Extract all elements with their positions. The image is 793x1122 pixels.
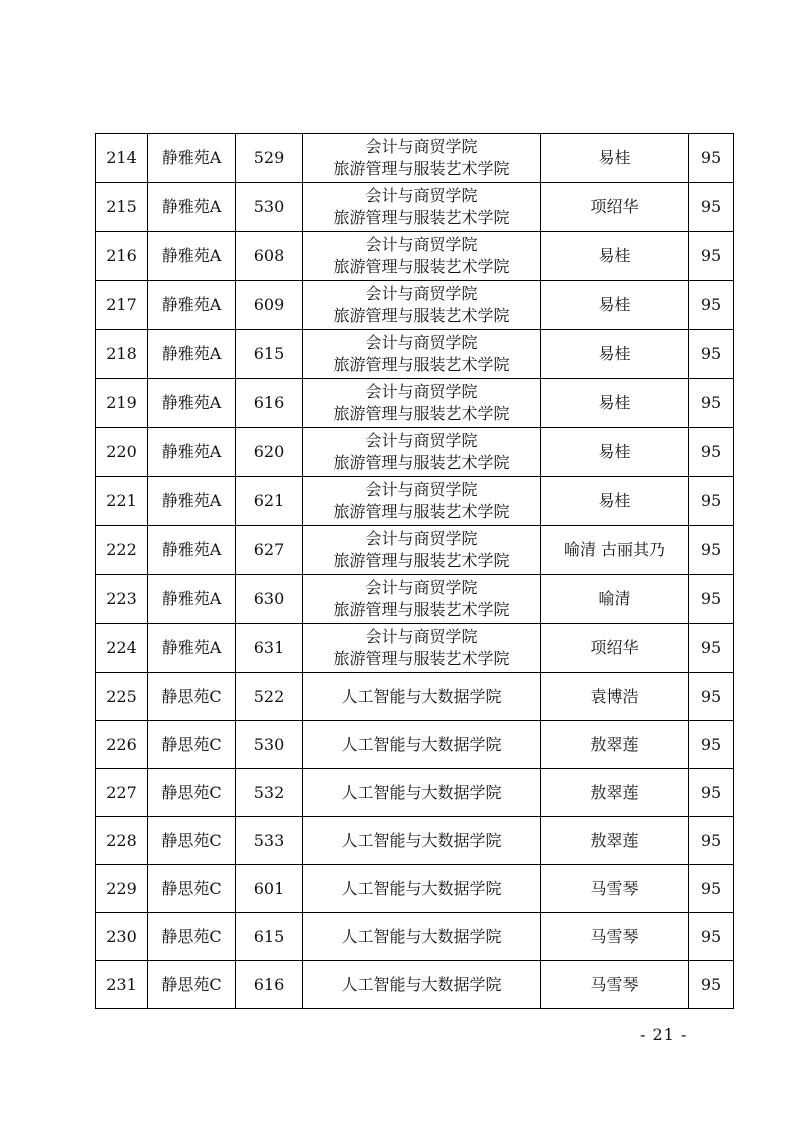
college-name: 旅游管理与服装艺术学院 [333, 600, 510, 619]
score-cell: 95 [689, 913, 734, 961]
room-cell: 616 [236, 379, 303, 428]
row-number-cell: 220 [96, 428, 148, 477]
building-cell: 静思苑C [148, 865, 236, 913]
row-number-cell: 224 [96, 624, 148, 673]
college-name: 旅游管理与服装艺术学院 [333, 551, 510, 570]
score-cell: 95 [689, 134, 734, 183]
college-cell [303, 913, 541, 961]
table-row [96, 134, 734, 183]
teacher-cell: 敖翠莲 [541, 721, 689, 769]
row-number-cell: 221 [96, 477, 148, 526]
table-row [96, 281, 734, 330]
row-number-cell: 215 [96, 183, 148, 232]
college-name: 旅游管理与服装艺术学院 [333, 257, 510, 276]
building-cell: 静思苑C [148, 721, 236, 769]
room-cell: 627 [236, 526, 303, 575]
college-name: 会计与商贸学院 [365, 382, 478, 401]
teacher-cell: 易桂 [541, 232, 689, 281]
college-name: 会计与商贸学院 [365, 137, 478, 156]
college-name: 旅游管理与服装艺术学院 [333, 355, 510, 374]
teacher-cell: 马雪琴 [541, 961, 689, 1009]
college-cell [303, 134, 541, 183]
score-cell: 95 [689, 575, 734, 624]
table-row [96, 673, 734, 721]
table-row [96, 183, 734, 232]
table-body [96, 134, 734, 1009]
page-number: - 21 - [640, 1025, 688, 1044]
teacher-cell: 易桂 [541, 428, 689, 477]
building-cell: 静思苑C [148, 961, 236, 1009]
dormitory-score-table-wrapper [95, 133, 733, 1009]
table-row [96, 913, 734, 961]
college-cell [303, 865, 541, 913]
college-cell [303, 281, 541, 330]
row-number-cell: 223 [96, 575, 148, 624]
row-number-cell: 216 [96, 232, 148, 281]
room-cell: 615 [236, 913, 303, 961]
score-cell: 95 [689, 865, 734, 913]
room-cell: 630 [236, 575, 303, 624]
room-cell: 621 [236, 477, 303, 526]
teacher-cell: 易桂 [541, 134, 689, 183]
college-name: 旅游管理与服装艺术学院 [333, 306, 510, 325]
score-cell: 95 [689, 817, 734, 865]
building-cell: 静雅苑A [148, 183, 236, 232]
score-cell: 95 [689, 477, 734, 526]
college-name: 会计与商贸学院 [365, 186, 478, 205]
college-name: 会计与商贸学院 [365, 431, 478, 450]
table-row [96, 575, 734, 624]
teacher-cell: 袁博浩 [541, 673, 689, 721]
row-number-cell: 218 [96, 330, 148, 379]
teacher-cell: 敖翠莲 [541, 769, 689, 817]
college-cell [303, 232, 541, 281]
row-number-cell: 225 [96, 673, 148, 721]
building-cell: 静思苑C [148, 769, 236, 817]
score-cell: 95 [689, 673, 734, 721]
room-cell: 530 [236, 721, 303, 769]
college-cell [303, 817, 541, 865]
college-cell [303, 961, 541, 1009]
college-name: 旅游管理与服装艺术学院 [333, 649, 510, 668]
score-cell: 95 [689, 330, 734, 379]
score-cell: 95 [689, 526, 734, 575]
table-row [96, 379, 734, 428]
room-cell: 601 [236, 865, 303, 913]
table-row [96, 817, 734, 865]
college-name: 人工智能与大数据学院 [341, 734, 502, 754]
table-row [96, 330, 734, 379]
building-cell: 静雅苑A [148, 134, 236, 183]
building-cell: 静雅苑A [148, 477, 236, 526]
college-name: 人工智能与大数据学院 [341, 878, 502, 898]
college-cell [303, 575, 541, 624]
building-cell: 静雅苑A [148, 379, 236, 428]
building-cell: 静雅苑A [148, 624, 236, 673]
college-cell [303, 477, 541, 526]
college-name: 旅游管理与服装艺术学院 [333, 208, 510, 227]
building-cell: 静雅苑A [148, 232, 236, 281]
row-number-cell: 226 [96, 721, 148, 769]
dormitory-score-table [95, 133, 734, 1009]
room-cell: 615 [236, 330, 303, 379]
row-number-cell: 222 [96, 526, 148, 575]
teacher-cell: 易桂 [541, 281, 689, 330]
table-row [96, 624, 734, 673]
row-number-cell: 217 [96, 281, 148, 330]
teacher-cell: 喻清 古丽其乃 [541, 526, 689, 575]
room-cell: 631 [236, 624, 303, 673]
score-cell: 95 [689, 281, 734, 330]
score-cell: 95 [689, 769, 734, 817]
building-cell: 静雅苑A [148, 526, 236, 575]
college-cell [303, 673, 541, 721]
college-name: 会计与商贸学院 [365, 578, 478, 597]
college-name: 会计与商贸学院 [365, 480, 478, 499]
college-cell [303, 183, 541, 232]
score-cell: 95 [689, 232, 734, 281]
college-name: 旅游管理与服装艺术学院 [333, 404, 510, 423]
teacher-cell: 项绍华 [541, 624, 689, 673]
score-cell: 95 [689, 379, 734, 428]
building-cell: 静思苑C [148, 817, 236, 865]
college-cell [303, 721, 541, 769]
building-cell: 静思苑C [148, 673, 236, 721]
table-row [96, 232, 734, 281]
room-cell: 620 [236, 428, 303, 477]
college-name: 旅游管理与服装艺术学院 [333, 502, 510, 521]
college-name: 会计与商贸学院 [365, 235, 478, 254]
table-row [96, 721, 734, 769]
row-number-cell: 214 [96, 134, 148, 183]
teacher-cell: 马雪琴 [541, 865, 689, 913]
row-number-cell: 227 [96, 769, 148, 817]
college-cell [303, 428, 541, 477]
college-name: 旅游管理与服装艺术学院 [333, 453, 510, 472]
teacher-cell: 易桂 [541, 477, 689, 526]
score-cell: 95 [689, 183, 734, 232]
table-row [96, 526, 734, 575]
room-cell: 522 [236, 673, 303, 721]
college-name: 人工智能与大数据学院 [341, 830, 502, 850]
score-cell: 95 [689, 624, 734, 673]
teacher-cell: 喻清 [541, 575, 689, 624]
table-row [96, 961, 734, 1009]
college-cell [303, 330, 541, 379]
row-number-cell: 230 [96, 913, 148, 961]
teacher-cell: 易桂 [541, 379, 689, 428]
room-cell: 532 [236, 769, 303, 817]
room-cell: 530 [236, 183, 303, 232]
row-number-cell: 219 [96, 379, 148, 428]
building-cell: 静雅苑A [148, 330, 236, 379]
score-cell: 95 [689, 961, 734, 1009]
college-name: 会计与商贸学院 [365, 333, 478, 352]
teacher-cell: 敖翠莲 [541, 817, 689, 865]
room-cell: 616 [236, 961, 303, 1009]
room-cell: 529 [236, 134, 303, 183]
room-cell: 608 [236, 232, 303, 281]
college-cell [303, 624, 541, 673]
building-cell: 静雅苑A [148, 575, 236, 624]
college-name: 会计与商贸学院 [365, 284, 478, 303]
college-cell [303, 526, 541, 575]
room-cell: 609 [236, 281, 303, 330]
college-name: 人工智能与大数据学院 [341, 974, 502, 994]
college-name: 人工智能与大数据学院 [341, 926, 502, 946]
score-cell: 95 [689, 721, 734, 769]
college-cell [303, 379, 541, 428]
college-name: 会计与商贸学院 [365, 627, 478, 646]
table-row [96, 769, 734, 817]
teacher-cell: 易桂 [541, 330, 689, 379]
college-name: 人工智能与大数据学院 [341, 782, 502, 802]
teacher-cell: 项绍华 [541, 183, 689, 232]
score-cell: 95 [689, 428, 734, 477]
building-cell: 静雅苑A [148, 281, 236, 330]
building-cell: 静思苑C [148, 913, 236, 961]
college-name: 旅游管理与服装艺术学院 [333, 159, 510, 178]
row-number-cell: 229 [96, 865, 148, 913]
college-cell [303, 769, 541, 817]
table-row [96, 865, 734, 913]
row-number-cell: 228 [96, 817, 148, 865]
college-name: 会计与商贸学院 [365, 529, 478, 548]
row-number-cell: 231 [96, 961, 148, 1009]
college-name: 人工智能与大数据学院 [341, 686, 502, 706]
table-row [96, 477, 734, 526]
room-cell: 533 [236, 817, 303, 865]
building-cell: 静雅苑A [148, 428, 236, 477]
teacher-cell: 马雪琴 [541, 913, 689, 961]
table-row [96, 428, 734, 477]
